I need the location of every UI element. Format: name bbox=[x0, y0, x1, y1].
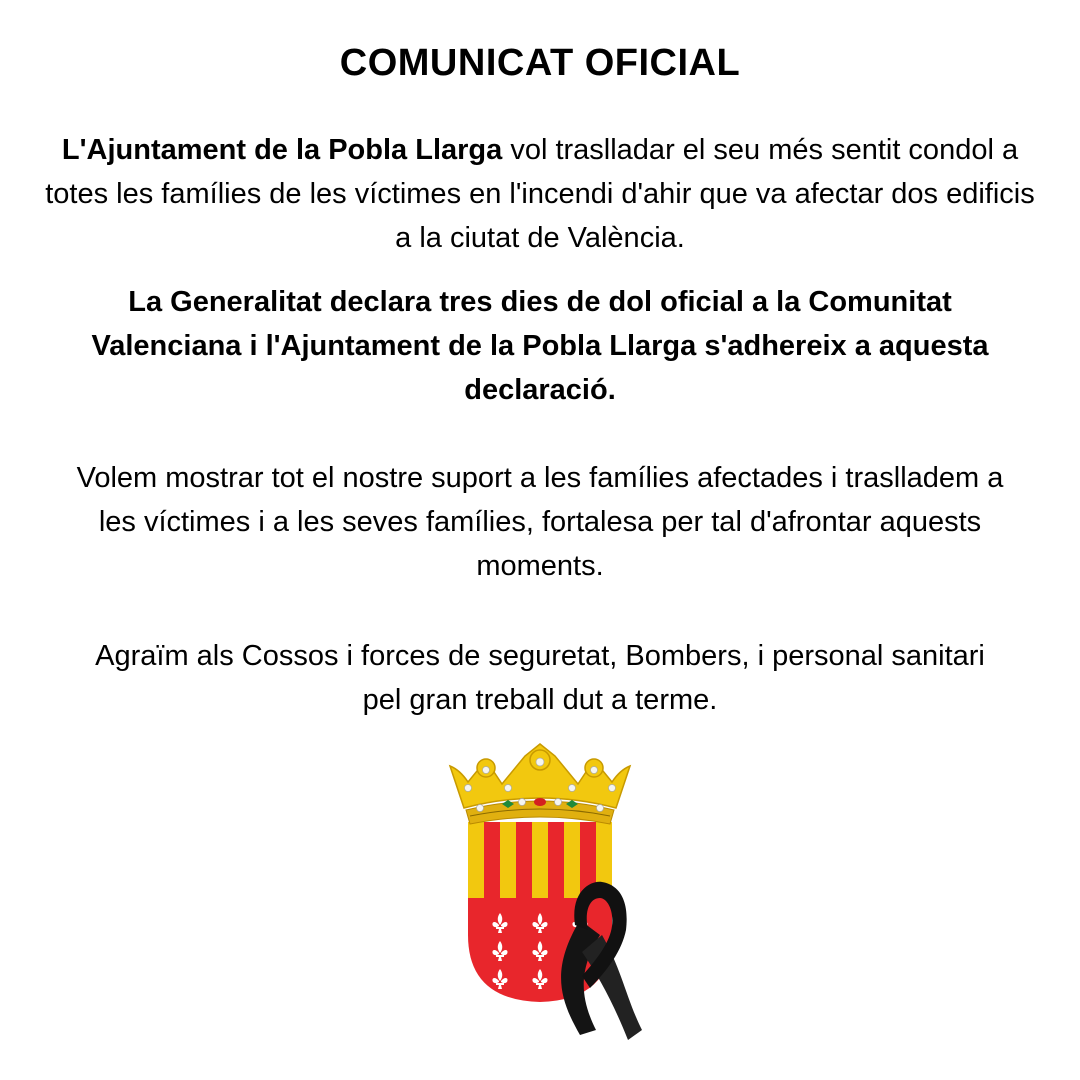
coat-of-arms-emblem bbox=[430, 730, 660, 1050]
coat-of-arms-icon bbox=[430, 730, 660, 1050]
condolence-paragraph bbox=[40, 128, 1040, 260]
thanks-paragraph: Agraïm als Cossos i forces de seguretat, Bombers, i personal sanitari pel gran treball dut a terme. bbox=[95, 640, 985, 716]
page-title: COMUNICAT OFICIAL bbox=[339, 42, 741, 84]
mourning-declaration-paragraph: La Generalitat declara tres dies de dol oficial a la Comunitat Valenciana i l'Ajuntament de la Pobla Llarga s'adhereix a aquesta declaració. bbox=[91, 286, 989, 406]
support-paragraph: Volem mostrar tot el nostre suport a les famílies afectades i traslladem a les víctimes i a les seves famílies, fortalesa per tal d'afrontar aquests moments. bbox=[76, 462, 1004, 582]
town-council-name: L'Ajuntament de la Pobla Llarga bbox=[61, 134, 503, 166]
crown-icon bbox=[450, 744, 630, 824]
condolence-text: vol traslladar el seu més sentit condol a totes les famílies de les víctimes en l'incendi d'ahir que va afectar dos edificis a la ciutat de València. bbox=[45, 134, 1035, 254]
